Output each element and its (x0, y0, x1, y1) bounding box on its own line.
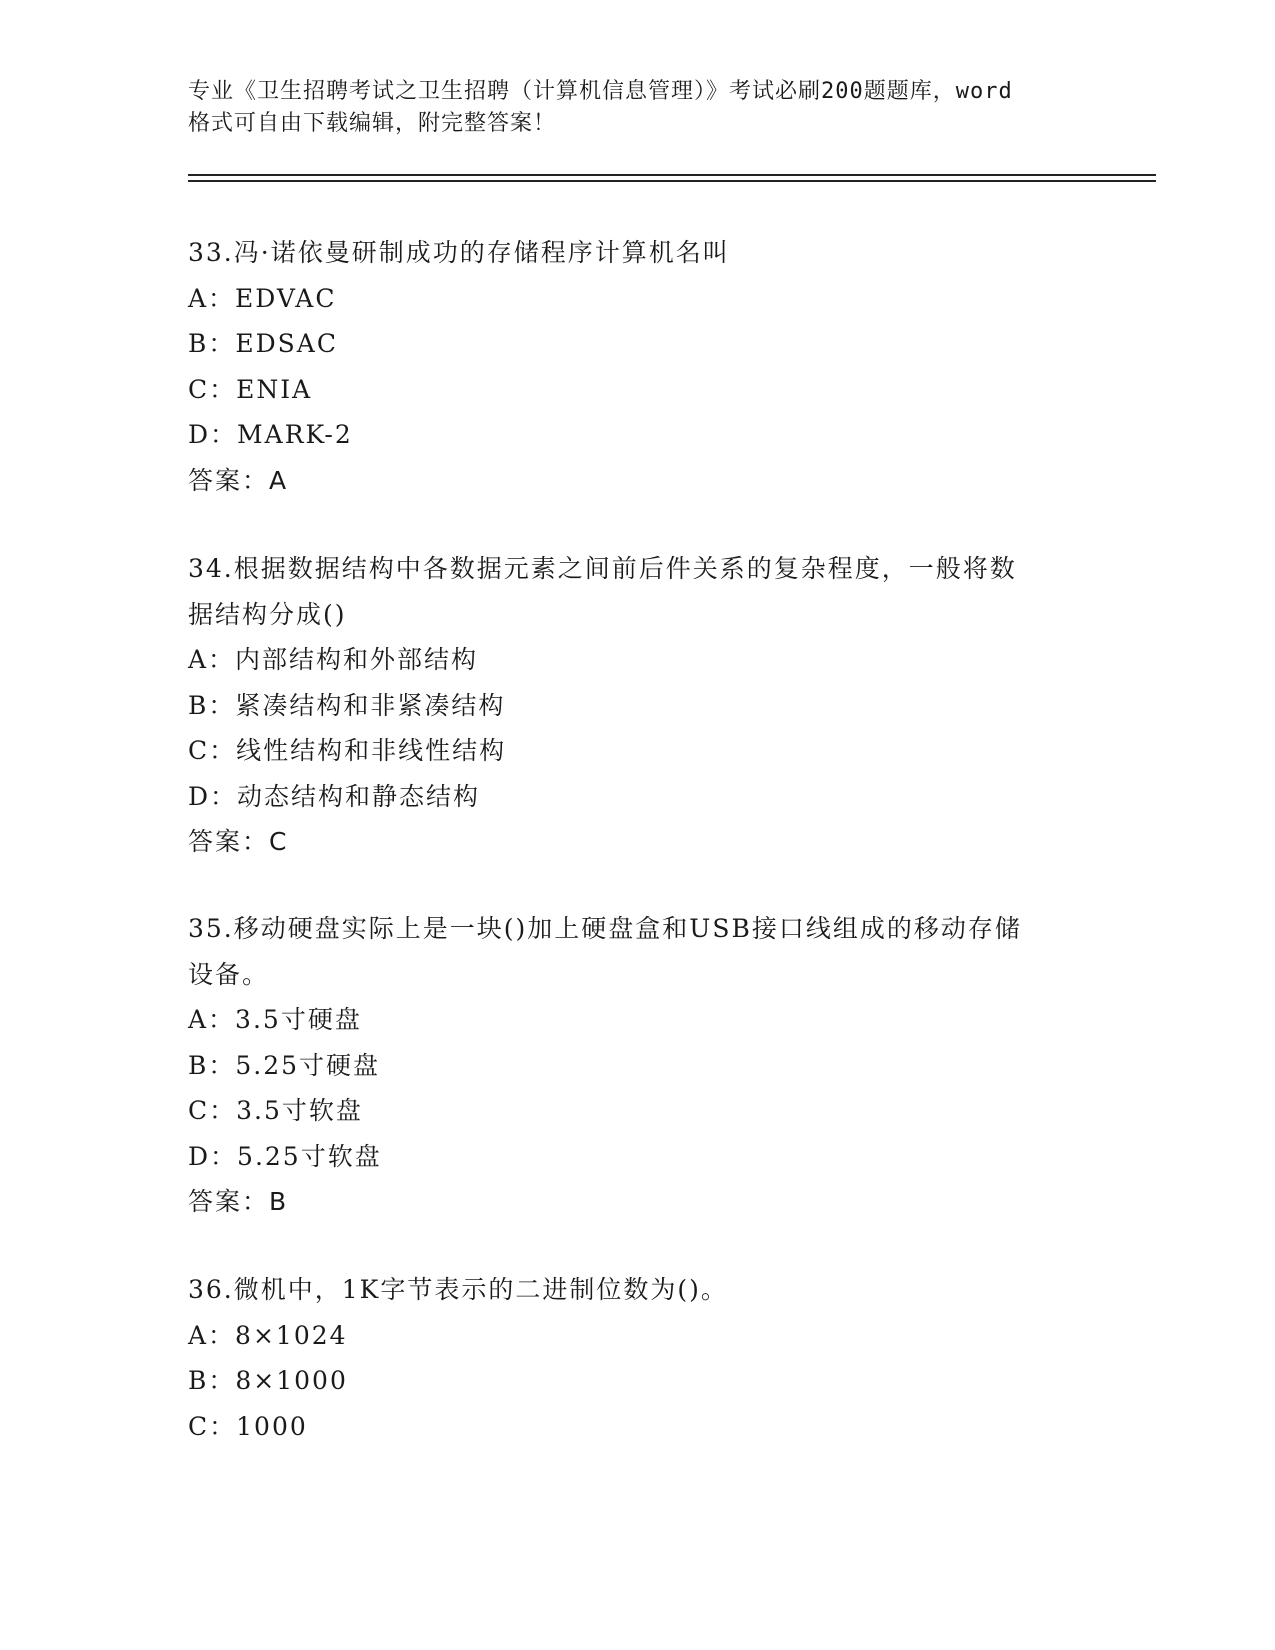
header-line-1: 专业《卫生招聘考试之卫生招聘（计算机信息管理）》考试必刷200题题库，word (188, 79, 1013, 104)
option-c: C：3.5寸软盘 (188, 1096, 363, 1125)
option-b: B：EDSAC (188, 329, 338, 358)
answer: 答案：B (188, 1187, 289, 1216)
header-line-2: 格式可自由下载编辑，附完整答案！ (188, 111, 557, 136)
option-a: A：内部结构和外部结构 (188, 645, 479, 674)
option-c: C：1000 (188, 1411, 308, 1441)
header-divider-top (188, 174, 1156, 176)
document-header (188, 76, 1088, 140)
header-divider-bottom (188, 180, 1156, 182)
option-c: C：线性结构和非线性结构 (188, 736, 507, 765)
question-stem-line-2: 据结构分成() (188, 599, 347, 629)
question-34 (188, 546, 1088, 865)
option-a: A：3.5寸硬盘 (188, 1005, 362, 1034)
answer: 答案：C (188, 827, 289, 856)
question-33 (188, 230, 1088, 503)
question-36 (188, 1267, 1088, 1449)
option-b: B：5.25寸硬盘 (188, 1050, 381, 1080)
option-b: B：8×1000 (188, 1366, 348, 1395)
question-35 (188, 906, 1088, 1225)
option-d: D：动态结构和静态结构 (188, 781, 481, 811)
option-b: B：紧凑结构和非紧凑结构 (188, 690, 506, 720)
question-stem: 33.冯·诺依曼研制成功的存储程序计算机名叫 (188, 238, 730, 267)
question-stem-line-1: 34.根据数据结构中各数据元素之间前后件关系的复杂程度，一般将数 (188, 554, 1017, 583)
option-d: D：MARK-2 (188, 420, 353, 449)
question-stem: 36.微机中，1K字节表示的二进制位数为()。 (188, 1275, 728, 1304)
option-c: C：ENIA (188, 374, 313, 404)
answer: 答案：A (188, 465, 289, 495)
option-a: A：EDVAC (188, 283, 337, 313)
question-stem-line-1: 35.移动硬盘实际上是一块()加上硬盘盒和USB接口线组成的移动存储 (188, 914, 1022, 943)
option-a: A：8×1024 (188, 1320, 348, 1350)
option-d: D：5.25寸软盘 (188, 1141, 382, 1171)
question-stem-line-2: 设备。 (188, 959, 270, 989)
